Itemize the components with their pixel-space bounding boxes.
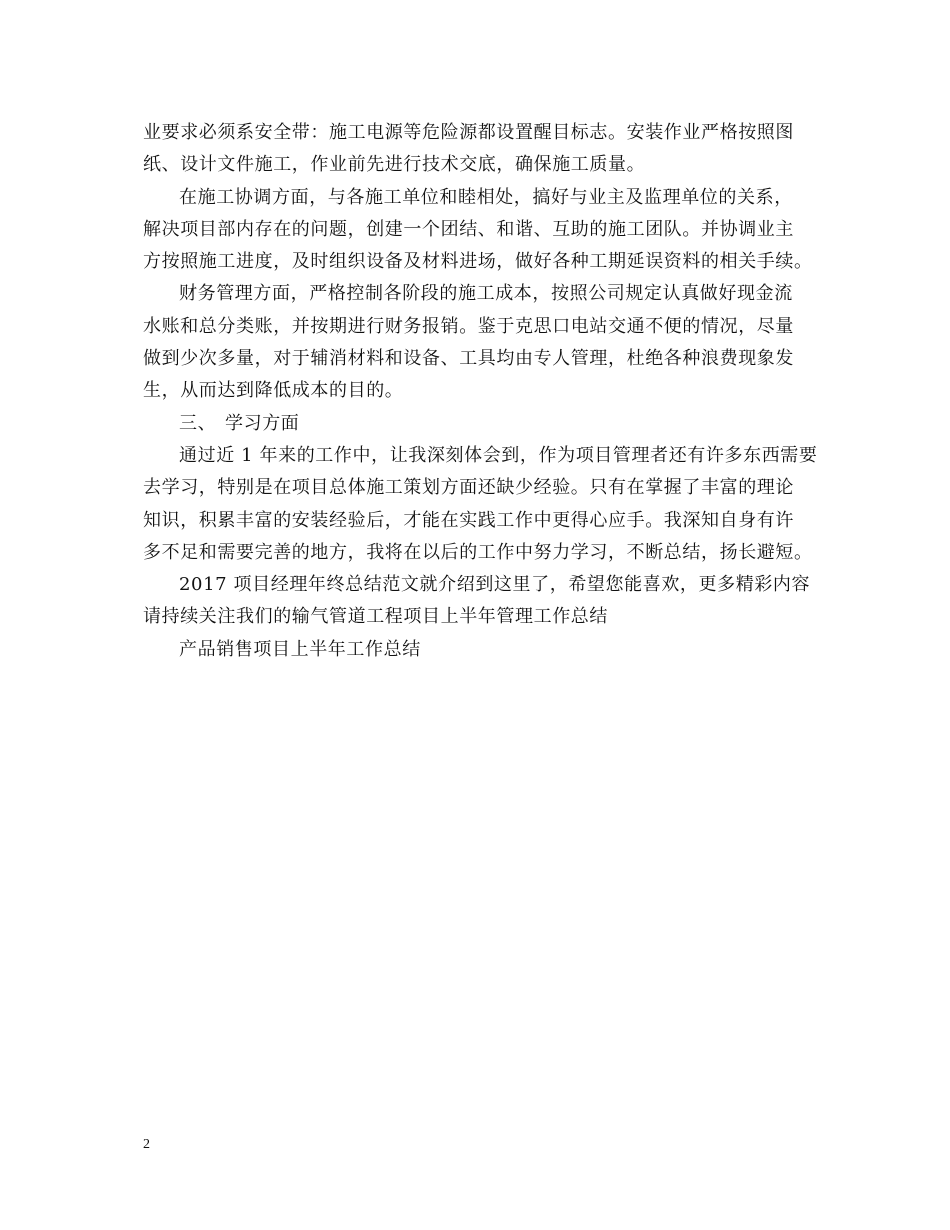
paragraph-line: 去学习，特别是在项目总体施工策划方面还缺少经验。只有在掌握了丰富的理论 [143,477,794,499]
coordination-paragraph [143,182,823,279]
paragraph-line: 通过近 1 年来的工作中，让我深刻体会到，作为项目管理者还有许多东西需要 [179,444,818,466]
paragraph-line: 请持续关注我们的输气管道工程项目上半年管理工作总结 [143,606,608,628]
safety-paragraph-continued [143,117,823,182]
paragraph-line: 财务管理方面，严格控制各阶段的施工成本，按照公司规定认真做好现金流 [179,283,793,305]
paragraph-line: 多不足和需要完善的地方，我将在以后的工作中努力学习，不断总结，扬长避短。 [143,541,813,563]
paragraph-line: 纸、设计文件施工，作业前先进行技术交底，确保施工质量。 [143,154,646,176]
paragraph-line: 生，从而达到降低成本的目的。 [143,380,404,402]
study-paragraph [143,440,823,569]
closing-paragraph [143,569,823,634]
related-article [143,634,823,666]
page-number: 2 [143,1137,150,1152]
paragraph-line: 在施工协调方面，与各施工单位和睦相处，搞好与业主及监理单位的关系， [179,186,793,208]
paragraph-line: 做到少次多量，对于辅消材料和设备、工具均由专人管理，杜绝各种浪费现象发 [143,348,794,370]
section-heading [143,408,823,440]
section-title: 学习方面 [225,412,300,434]
section-number: 三、 [179,412,217,434]
finance-paragraph [143,278,823,407]
document-body [143,117,823,666]
paragraph-line: 2017 项目经理年终总结范文就介绍到这里了，希望您能喜欢，更多精彩内容 [179,574,811,596]
paragraph-line: 解决项目部内存在的问题，创建一个团结、和谐、互助的施工团队。并协调业主 [143,218,794,240]
paragraph-line: 知识，积累丰富的安装经验后，才能在实践工作中更得心应手。我深知自身有许 [143,509,794,531]
related-article-link[interactable]: 产品销售项目上半年工作总结 [179,638,421,660]
paragraph-line: 水账和总分类账，并按期进行财务报销。鉴于克思口电站交通不便的情况，尽量 [143,315,794,337]
paragraph-line: 方按照施工进度，及时组织设备及材料进场，做好各种工期延误资料的相关手续。 [143,251,813,273]
paragraph-line: 业要求必须系安全带：施工电源等危险源都设置醒目标志。安装作业严格按照图 [143,122,794,143]
section-heading-line [143,408,823,440]
